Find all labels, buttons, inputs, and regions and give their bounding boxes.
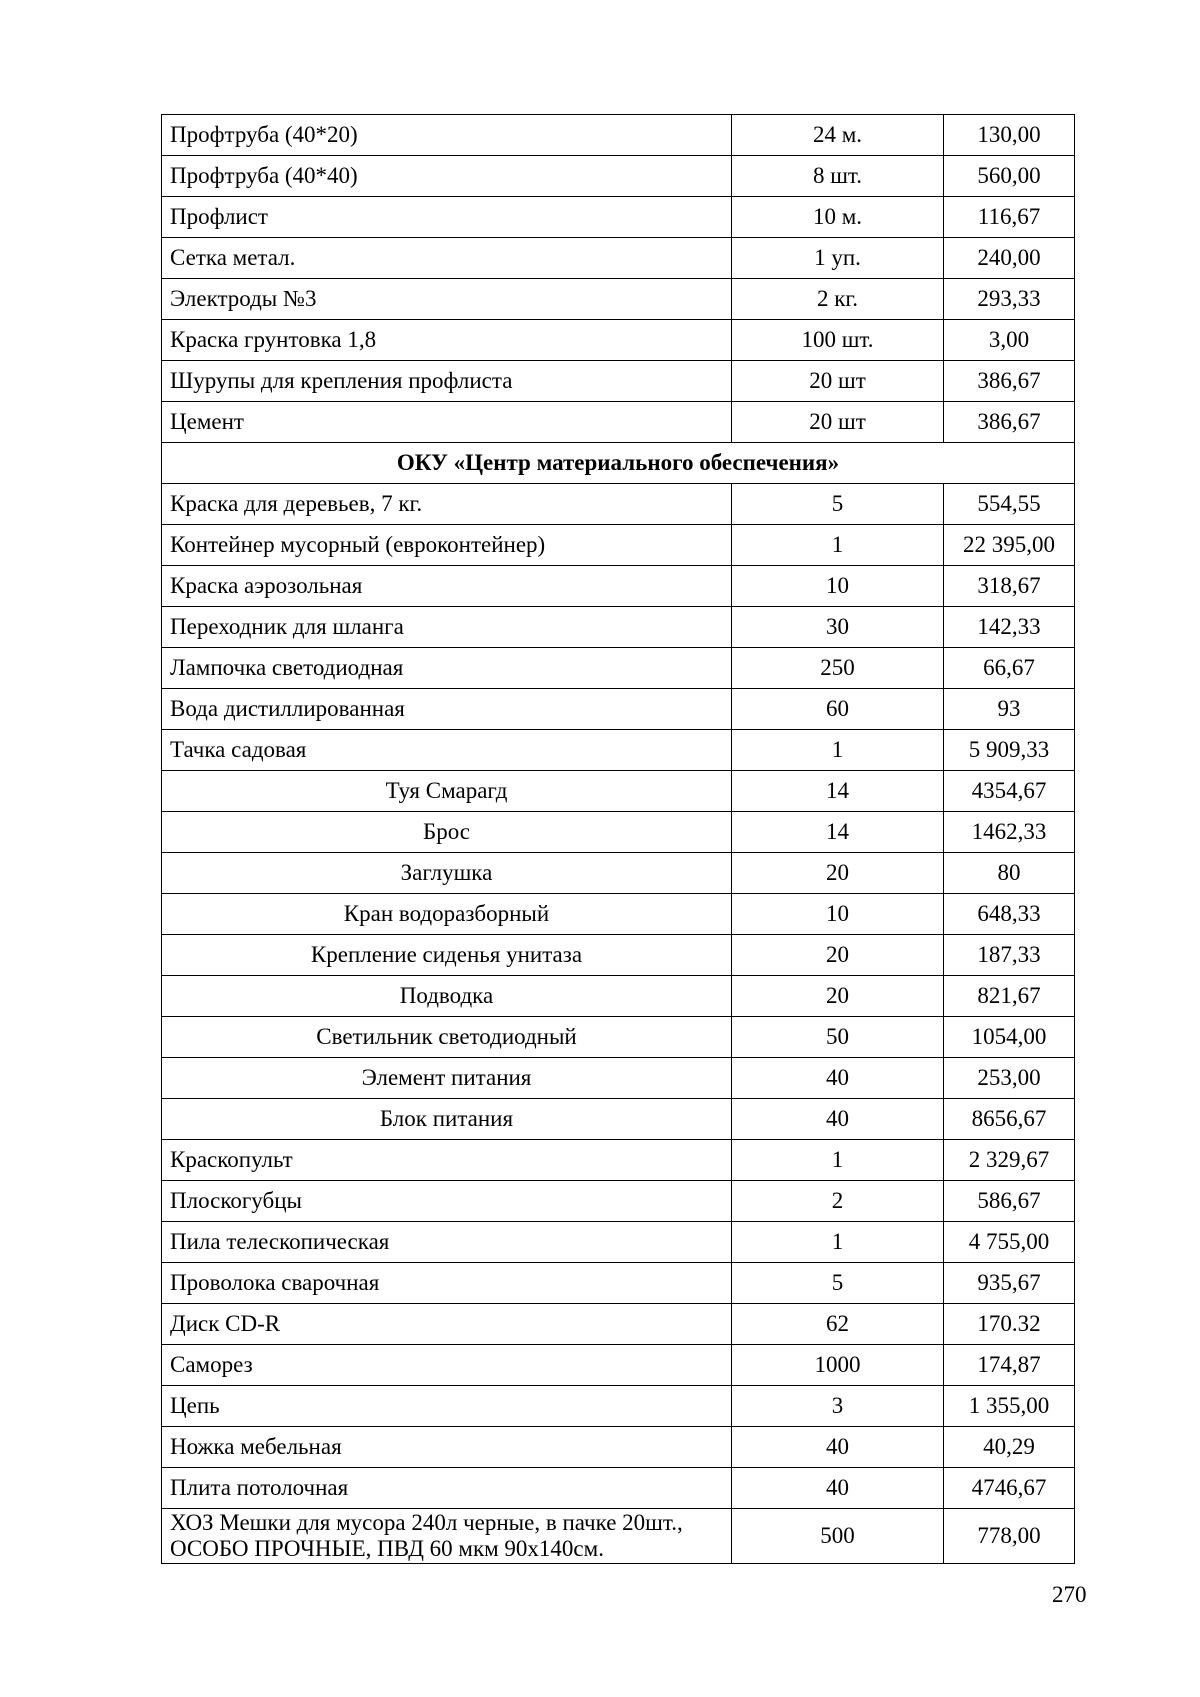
table-row — [162, 648, 1075, 689]
price-cell: 560,00 — [944, 156, 1075, 197]
item-name-cell: Цепь — [162, 1386, 732, 1427]
price-cell: 240,00 — [944, 238, 1075, 279]
quantity-cell: 1 уп. — [732, 238, 944, 279]
item-name-cell: Кран водоразборный — [162, 894, 732, 935]
price-cell: 2 329,67 — [944, 1140, 1075, 1181]
price-cell: 40,29 — [944, 1427, 1075, 1468]
table-row — [162, 1386, 1075, 1427]
table-row — [162, 279, 1075, 320]
table-row — [162, 1222, 1075, 1263]
quantity-cell: 250 — [732, 648, 944, 689]
price-cell: 554,55 — [944, 484, 1075, 525]
item-name-cell: Крепление сиденья унитаза — [162, 935, 732, 976]
price-cell: 386,67 — [944, 361, 1075, 402]
table-row — [162, 402, 1075, 443]
quantity-cell: 10 — [732, 566, 944, 607]
quantity-cell: 30 — [732, 607, 944, 648]
section-header-row — [162, 443, 1075, 484]
item-name-cell: Плита потолочная — [162, 1468, 732, 1509]
quantity-cell: 20 — [732, 976, 944, 1017]
section-title: ОКУ «Центр материального обеспечения» — [162, 443, 1075, 484]
table-row — [162, 156, 1075, 197]
item-name-cell: Брос — [162, 812, 732, 853]
item-name-cell: Профлист — [162, 197, 732, 238]
quantity-cell: 100 шт. — [732, 320, 944, 361]
item-name-cell: Ножка мебельная — [162, 1427, 732, 1468]
item-name-cell: Цемент — [162, 402, 732, 443]
table-row — [162, 1058, 1075, 1099]
quantity-cell: 1 — [732, 730, 944, 771]
price-cell: 4746,67 — [944, 1468, 1075, 1509]
table-row — [162, 689, 1075, 730]
item-name-cell: Блок питания — [162, 1099, 732, 1140]
price-cell: 80 — [944, 853, 1075, 894]
item-name-cell: Диск CD-R — [162, 1304, 732, 1345]
table-row — [162, 976, 1075, 1017]
item-name-cell: Пила телескопическая — [162, 1222, 732, 1263]
item-name-cell: Сетка метал. — [162, 238, 732, 279]
price-cell: 93 — [944, 689, 1075, 730]
table-row — [162, 1017, 1075, 1058]
item-name-cell: Лампочка светодиодная — [162, 648, 732, 689]
item-name-cell: Электроды №3 — [162, 279, 732, 320]
price-cell: 8656,67 — [944, 1099, 1075, 1140]
item-name-cell: Светильник светодиодный — [162, 1017, 732, 1058]
quantity-cell: 20 шт — [732, 361, 944, 402]
table-row — [162, 1345, 1075, 1386]
table-row — [162, 525, 1075, 566]
quantity-cell: 5 — [732, 484, 944, 525]
item-name-cell: ХОЗ Мешки для мусора 240л черные, в пачке 20шт., ОСОБО ПРОЧНЫЕ, ПВД 60 мкм 90х140см. — [162, 1509, 732, 1564]
quantity-cell: 50 — [732, 1017, 944, 1058]
table-row — [162, 812, 1075, 853]
quantity-cell: 40 — [732, 1427, 944, 1468]
quantity-cell: 14 — [732, 771, 944, 812]
table-row — [162, 1427, 1075, 1468]
price-cell: 170.32 — [944, 1304, 1075, 1345]
table-row — [162, 894, 1075, 935]
price-cell: 3,00 — [944, 320, 1075, 361]
quantity-cell: 1 — [732, 525, 944, 566]
table-row — [162, 1181, 1075, 1222]
table-row — [162, 771, 1075, 812]
quantity-cell: 1000 — [732, 1345, 944, 1386]
quantity-cell: 60 — [732, 689, 944, 730]
quantity-cell: 20 шт — [732, 402, 944, 443]
price-cell: 174,87 — [944, 1345, 1075, 1386]
quantity-cell: 20 — [732, 853, 944, 894]
quantity-cell: 20 — [732, 935, 944, 976]
item-name-cell: Краска грунтовка 1,8 — [162, 320, 732, 361]
table-row — [162, 935, 1075, 976]
table-row — [162, 320, 1075, 361]
item-name-cell: Краскопульт — [162, 1140, 732, 1181]
table-row — [162, 484, 1075, 525]
item-name-cell: Переходник для шланга — [162, 607, 732, 648]
quantity-cell: 10 м. — [732, 197, 944, 238]
price-cell: 187,33 — [944, 935, 1075, 976]
item-name-cell: Тачка садовая — [162, 730, 732, 771]
table-row — [162, 1099, 1075, 1140]
price-cell: 1462,33 — [944, 812, 1075, 853]
table-row — [162, 1509, 1075, 1564]
item-name-cell: Саморез — [162, 1345, 732, 1386]
quantity-cell: 40 — [732, 1099, 944, 1140]
price-cell: 253,00 — [944, 1058, 1075, 1099]
price-cell: 142,33 — [944, 607, 1075, 648]
quantity-cell: 62 — [732, 1304, 944, 1345]
quantity-cell: 40 — [732, 1468, 944, 1509]
price-cell: 1054,00 — [944, 1017, 1075, 1058]
price-cell: 586,67 — [944, 1181, 1075, 1222]
quantity-cell: 40 — [732, 1058, 944, 1099]
price-cell: 935,67 — [944, 1263, 1075, 1304]
table-row — [162, 1304, 1075, 1345]
quantity-cell: 8 шт. — [732, 156, 944, 197]
price-cell: 5 909,33 — [944, 730, 1075, 771]
item-name-cell: Контейнер мусорный (евроконтейнер) — [162, 525, 732, 566]
price-cell: 116,67 — [944, 197, 1075, 238]
page-number: 270 — [1052, 1582, 1087, 1607]
table-row — [162, 197, 1075, 238]
table-row — [162, 853, 1075, 894]
item-name-cell: Плоскогубцы — [162, 1181, 732, 1222]
quantity-cell: 2 — [732, 1181, 944, 1222]
quantity-cell: 3 — [732, 1386, 944, 1427]
table-row — [162, 115, 1075, 156]
price-cell: 821,67 — [944, 976, 1075, 1017]
price-cell: 4354,67 — [944, 771, 1075, 812]
item-name-cell: Шурупы для крепления профлиста — [162, 361, 732, 402]
item-name-cell: Подводка — [162, 976, 732, 1017]
item-name-cell: Заглушка — [162, 853, 732, 894]
table-row — [162, 730, 1075, 771]
item-name-cell: Краска для деревьев, 7 кг. — [162, 484, 732, 525]
quantity-cell: 24 м. — [732, 115, 944, 156]
table-row — [162, 566, 1075, 607]
quantity-cell: 2 кг. — [732, 279, 944, 320]
quantity-cell: 10 — [732, 894, 944, 935]
table-row — [162, 1263, 1075, 1304]
quantity-cell: 1 — [732, 1140, 944, 1181]
item-name-cell: Профтруба (40*20) — [162, 115, 732, 156]
price-cell: 22 395,00 — [944, 525, 1075, 566]
item-name-cell: Краска аэрозольная — [162, 566, 732, 607]
price-table — [161, 114, 1075, 1564]
item-name-cell: Элемент питания — [162, 1058, 732, 1099]
quantity-cell: 14 — [732, 812, 944, 853]
price-cell: 293,33 — [944, 279, 1075, 320]
quantity-cell: 5 — [732, 1263, 944, 1304]
quantity-cell: 1 — [732, 1222, 944, 1263]
price-cell: 66,67 — [944, 648, 1075, 689]
price-cell: 386,67 — [944, 402, 1075, 443]
price-cell: 648,33 — [944, 894, 1075, 935]
item-name-cell: Проволока сварочная — [162, 1263, 732, 1304]
price-cell: 318,67 — [944, 566, 1075, 607]
price-cell: 778,00 — [944, 1509, 1075, 1564]
item-name-cell: Вода дистиллированная — [162, 689, 732, 730]
item-name-cell: Профтруба (40*40) — [162, 156, 732, 197]
table-row — [162, 607, 1075, 648]
price-cell: 130,00 — [944, 115, 1075, 156]
table-row — [162, 1140, 1075, 1181]
quantity-cell: 500 — [732, 1509, 944, 1564]
item-name-cell: Туя Смарагд — [162, 771, 732, 812]
table-row — [162, 361, 1075, 402]
table-row — [162, 238, 1075, 279]
price-cell: 1 355,00 — [944, 1386, 1075, 1427]
price-cell: 4 755,00 — [944, 1222, 1075, 1263]
table-row — [162, 1468, 1075, 1509]
